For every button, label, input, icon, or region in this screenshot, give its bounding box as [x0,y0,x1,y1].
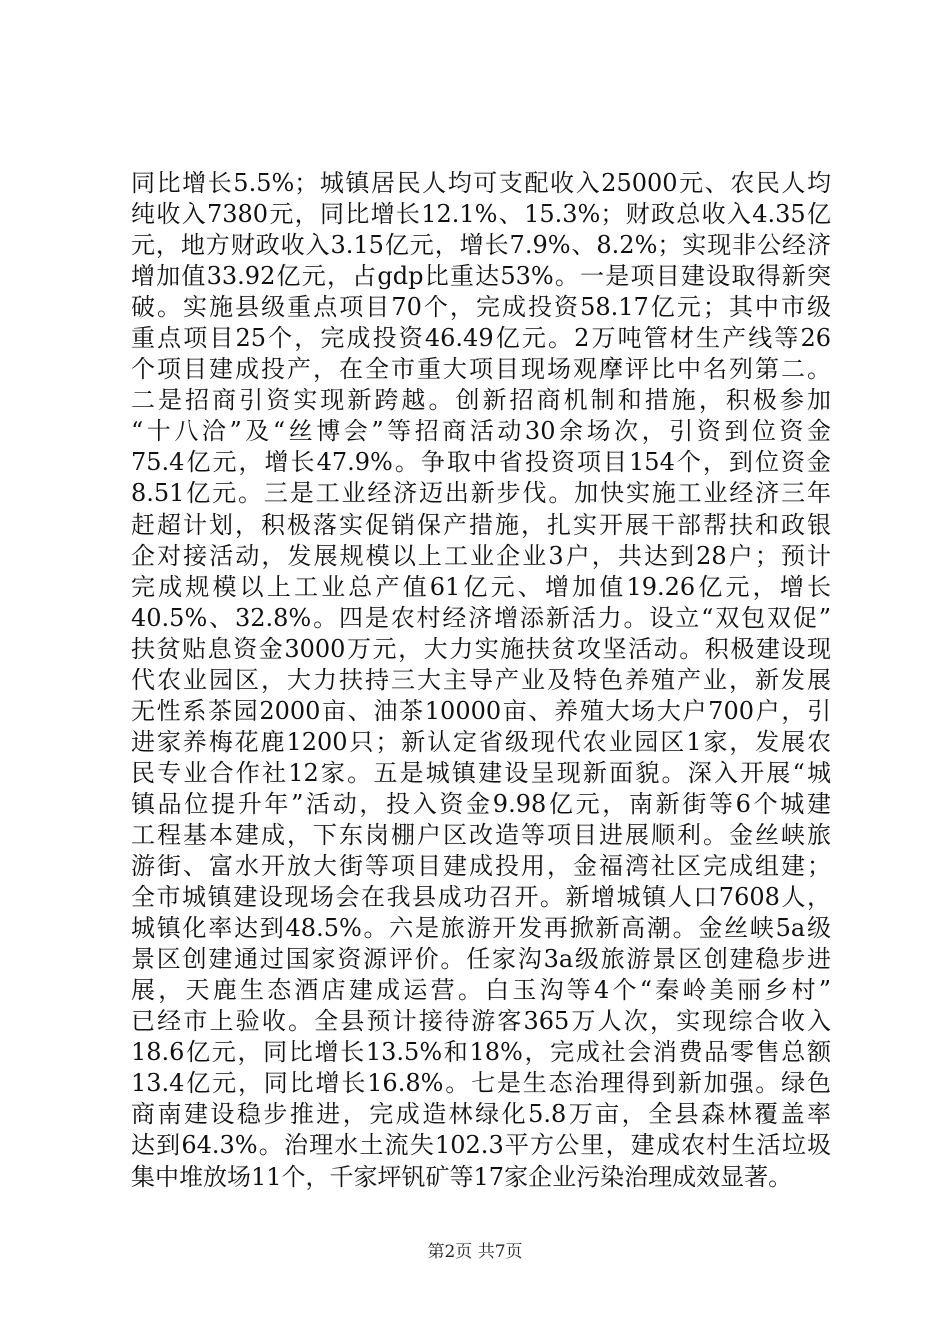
text-line-32: 达到64.3%。治理水土流失102.3平方公里，建成农村生活垃圾 [131,1131,831,1160]
text-line-10: 75.4亿元，增长47.9%。争取中省投资项目154个，到位资金 [131,448,831,477]
text-line-13: 企对接活动，发展规模以上工业企业3户，共达到28户；预计 [131,541,831,570]
text-line-23: 游街、富水开放大街等项目建成投用，金福湾社区完成组建； [131,852,831,881]
text-line-19: 进家养梅花鹿1200只；新认定省级现代农业园区1家，发展农 [131,727,831,756]
text-line-12: 赶超计划，积极落实促销保产措施，扎实开展干部帮扶和政银 [131,510,831,539]
text-line-33: 集中堆放场11个，千家坪钒矿等17家企业污染治理成效显著。 [131,1162,793,1191]
text-line-8: 二是招商引资实现新跨越。创新招商机制和措施，积极参加 [131,386,831,415]
text-line-14: 完成规模以上工业总产值61亿元、增加值19.26亿元，增长 [131,572,831,601]
text-line-7: 个项目建成投产，在全市重大项目现场观摩评比中名列第二。 [131,355,831,384]
text-line-5: 破。实施县级重点项目70个，完成投资58.17亿元；其中市级 [131,293,831,322]
text-line-22: 工程基本建成，下东岗棚户区改造等项目进展顺利。金丝峡旅 [131,820,831,849]
text-line-25: 城镇化率达到48.5%。六是旅游开发再掀新高潮。金丝峡5a级 [131,914,831,943]
text-line-21: 镇品位提升年”活动，投入资金9.98亿元，南新街等6个城建 [131,789,831,818]
text-line-27: 展，天鹿生态酒店建成运营。白玉沟等4个“秦岭美丽乡村” [131,976,831,1005]
text-line-6: 重点项目25个，完成投资46.49亿元。2万吨管材生产线等26 [131,324,831,353]
text-line-18: 无性系茶园2000亩、油茶10000亩、养殖大场大户700户，引 [131,696,831,725]
text-line-9: “十八洽”及“丝博会”等招商活动30余场次，引资到位资金 [131,417,831,446]
text-line-28: 已经市上验收。全县预计接待游客365万人次，实现综合收入 [131,1007,831,1036]
text-line-29: 18.6亿元，同比增长13.5%和18%，完成社会消费品零售总额 [131,1038,831,1067]
text-line-4: 增加值33.92亿元，占gdp比重达53%。一是项目建设取得新突 [131,262,831,291]
text-line-3: 元，地方财政收入3.15亿元，增长7.9%、8.2%；实现非公经济 [131,231,831,260]
text-line-1: 同比增长5.5%；城镇居民人均可支配收入25000元、农民人均 [131,169,831,197]
text-line-16: 扶贫贴息资金3000万元，大力实施扶贫攻坚活动。积极建设现 [131,634,831,663]
text-line-30: 13.4亿元，同比增长16.8%。七是生态治理得到新加强。绿色 [131,1069,831,1098]
text-line-11: 8.51亿元。三是工业经济迈出新步伐。加快实施工业经济三年 [131,479,831,508]
text-line-26: 景区创建通过国家资源评价。任家沟3a级旅游景区创建稳步进 [131,945,831,974]
text-line-31: 商南建设稳步推进，完成造林绿化5.8万亩，全县森林覆盖率 [131,1100,831,1129]
text-line-24: 全市城镇建设现场会在我县成功召开。新增城镇人口7608人， [131,883,831,912]
text-line-17: 代农业园区，大力扶持三大主导产业及特色养殖产业，新发展 [131,665,831,694]
page-footer: 第2页 共7页 [427,1242,523,1262]
text-line-2: 纯收入7380元，同比增长12.1%、15.3%；财政总收入4.35亿 [131,200,831,229]
text-line-15: 40.5%、32.8%。四是农村经济增添新活力。设立“双包双促” [131,603,831,632]
body-paragraph [131,168,831,1193]
text-line-20: 民专业合作社12家。五是城镇建设呈现新面貌。深入开展“城 [131,758,831,787]
